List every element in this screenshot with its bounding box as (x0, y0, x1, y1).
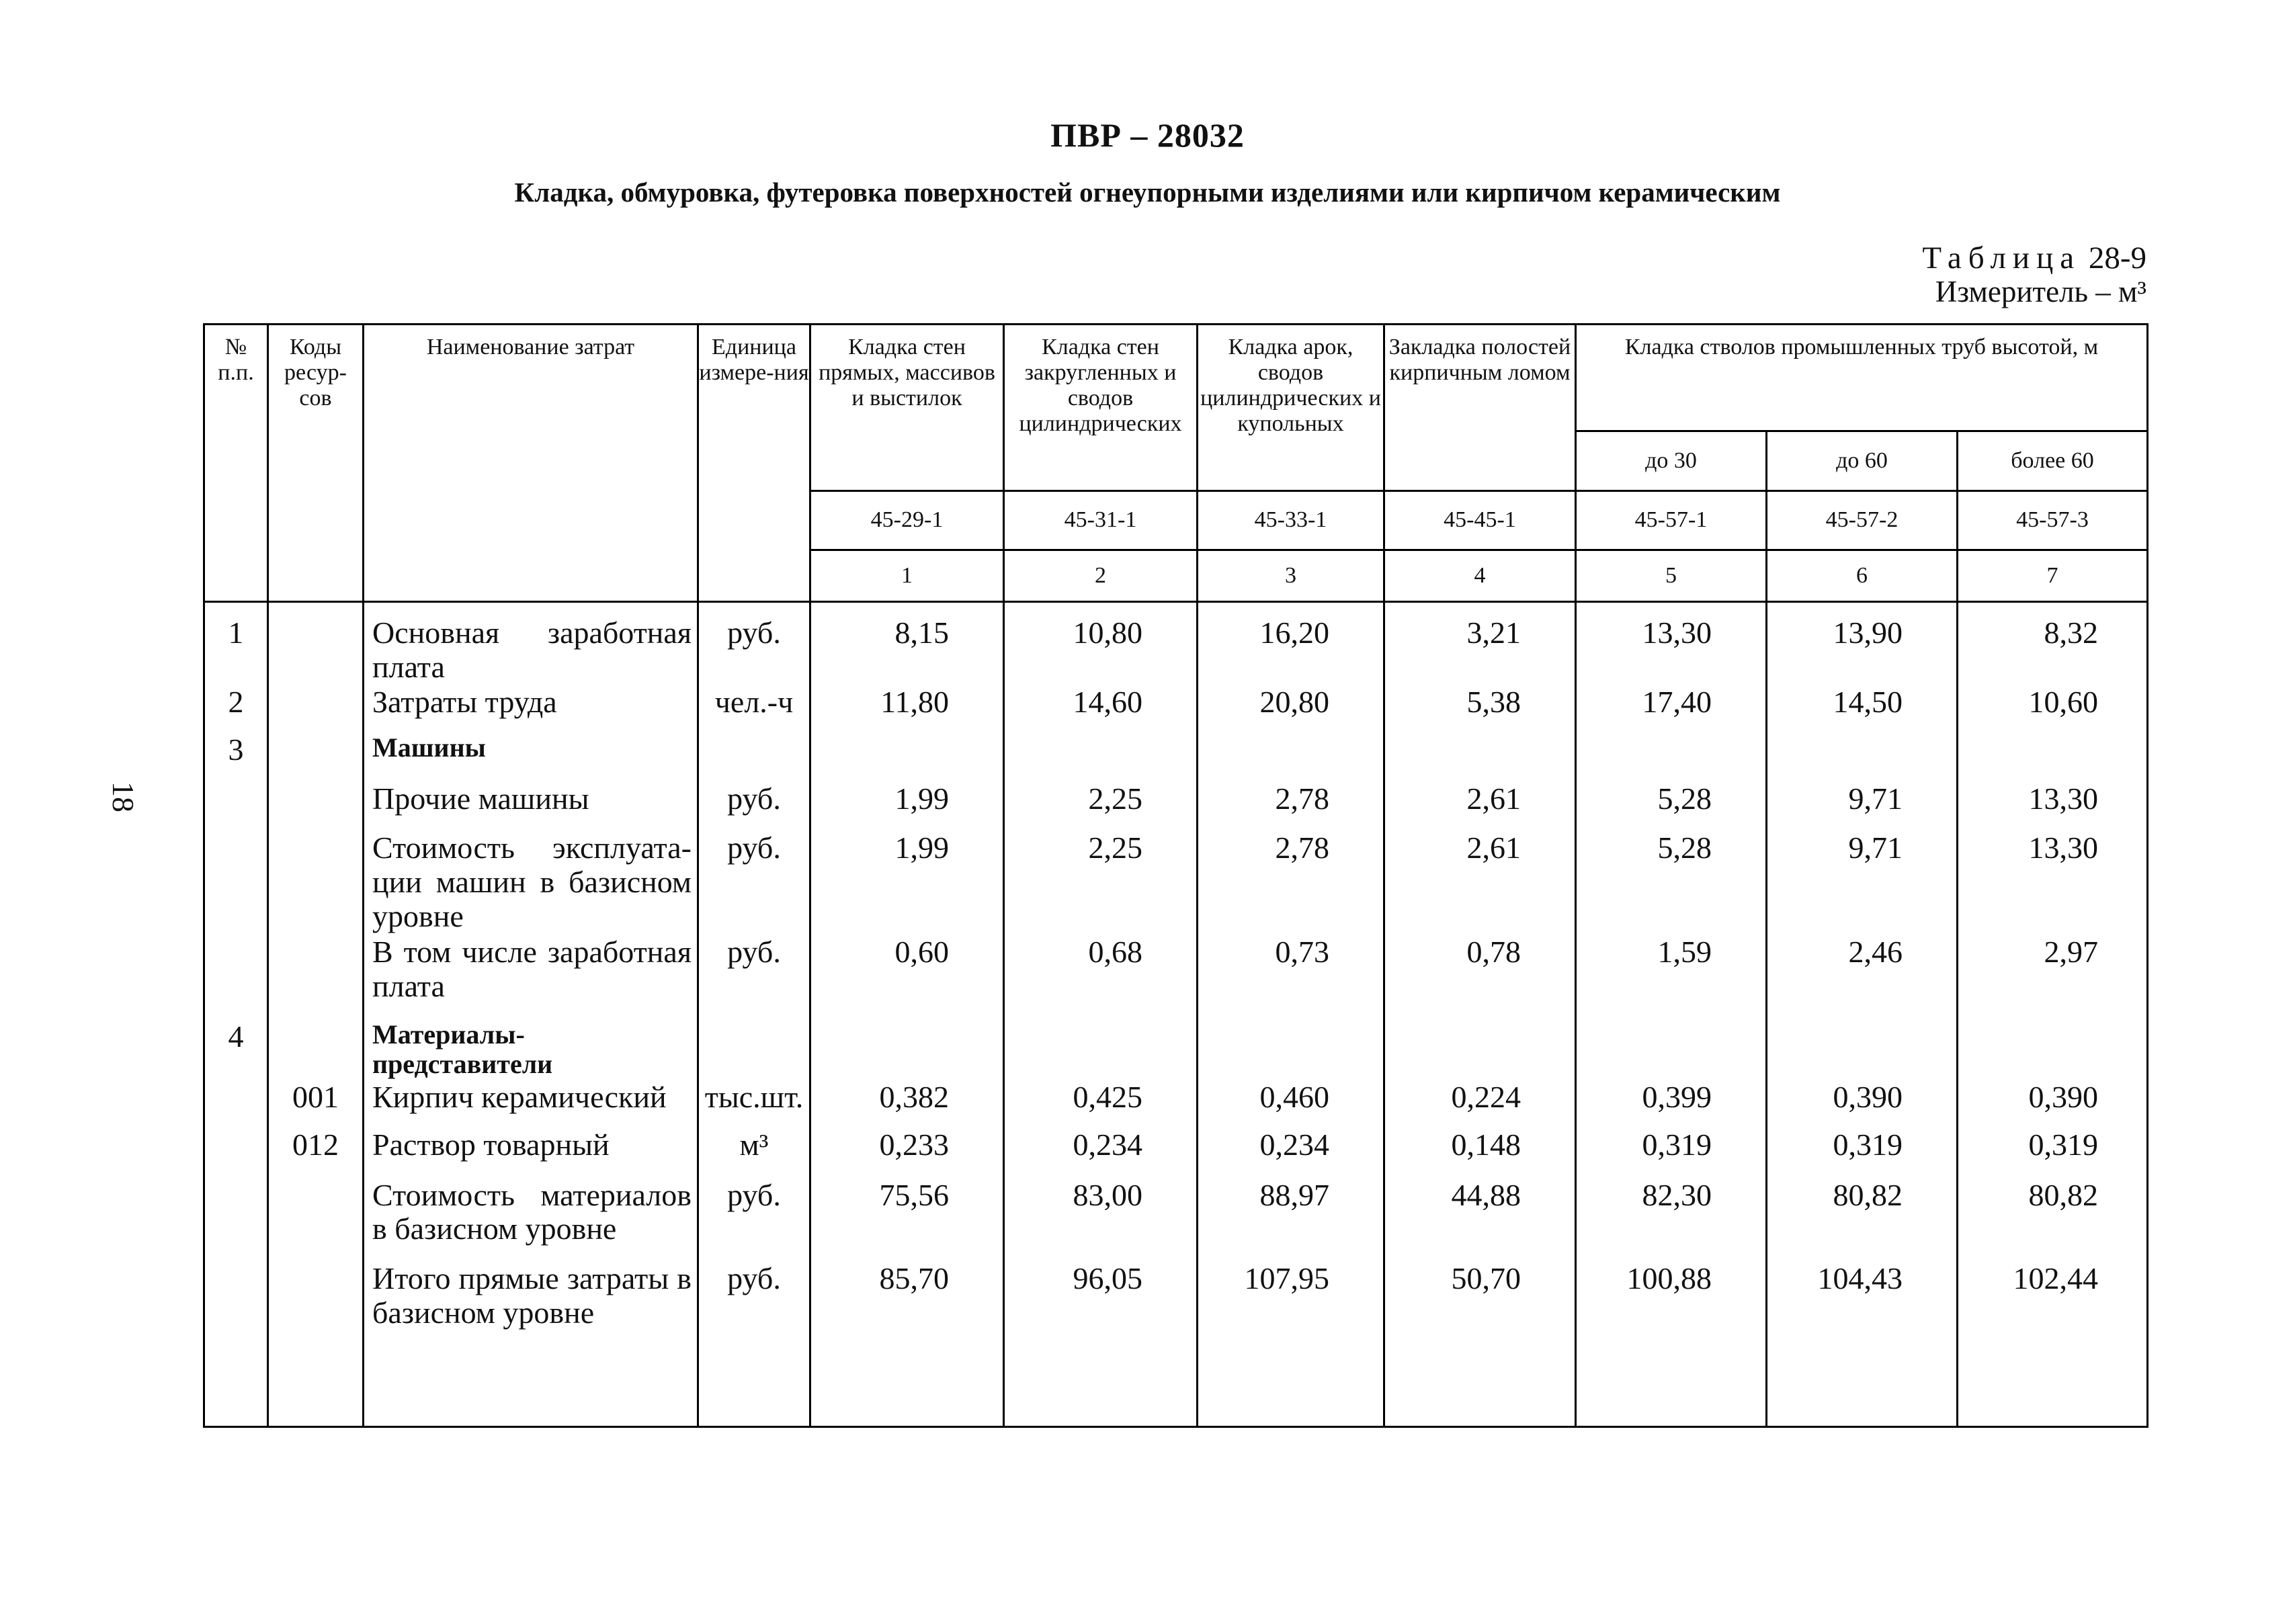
table-row (204, 782, 2148, 831)
value-col-1: 11,80 (810, 685, 1004, 732)
unit: руб. (698, 1179, 810, 1262)
value-col-5: 5,28 (1576, 831, 1767, 935)
cost-name: Итого прямые затраты в базисном уровне (364, 1262, 698, 1427)
value-col-1: 85,70 (810, 1262, 1004, 1427)
value-col-2 (1004, 733, 1198, 782)
resource-code (268, 1020, 364, 1080)
column-number-5: 5 (1576, 550, 1767, 602)
value-col-1: 0,233 (810, 1128, 1004, 1178)
cost-name: Раствор товарный (364, 1128, 698, 1178)
value-col-5: 100,88 (1576, 1262, 1767, 1427)
value-col-1: 0,60 (810, 935, 1004, 1020)
value-col-1 (810, 1020, 1004, 1080)
table-label-number: 28-9 (2088, 241, 2146, 275)
value-col-2: 14,60 (1004, 685, 1198, 732)
value-col-5: 1,59 (1576, 935, 1767, 1020)
row-number: 3 (204, 733, 268, 782)
value-col-2: 96,05 (1004, 1262, 1198, 1427)
table-row (204, 831, 2148, 935)
value-col-3: 2,78 (1198, 782, 1384, 831)
value-col-2: 83,00 (1004, 1179, 1198, 1262)
value-col-3: 88,97 (1198, 1179, 1384, 1262)
header-chimney-group: Кладка стволов промышленных труб высотой, м (1576, 325, 2148, 431)
value-col-1: 0,382 (810, 1080, 1004, 1128)
value-col-7 (1958, 1020, 2148, 1080)
value-col-6: 9,71 (1767, 831, 1958, 935)
row-number (204, 1128, 268, 1178)
value-col-7: 10,60 (1958, 685, 2148, 732)
value-col-2: 0,425 (1004, 1080, 1198, 1128)
value-col-7: 2,97 (1958, 935, 2148, 1020)
header-name: Наименование затрат (364, 325, 698, 602)
norm-code-3: 45-33-1 (1198, 491, 1384, 550)
value-col-4: 50,70 (1384, 1262, 1576, 1427)
resource-code (268, 1262, 364, 1427)
cost-name: Основная заработная плата (364, 602, 698, 686)
table-row (204, 1128, 2148, 1178)
resource-code (268, 831, 364, 935)
value-col-3: 0,460 (1198, 1080, 1384, 1128)
norm-code-5: 45-57-1 (1576, 491, 1767, 550)
table-row (204, 1020, 2148, 1080)
norm-code-4: 45-45-1 (1384, 491, 1576, 550)
value-col-3 (1198, 1020, 1384, 1080)
value-col-4: 2,61 (1384, 782, 1576, 831)
table-row (204, 602, 2148, 686)
value-col-1: 1,99 (810, 831, 1004, 935)
column-number-1: 1 (810, 550, 1004, 602)
unit: руб. (698, 935, 810, 1020)
column-number-6: 6 (1767, 550, 1958, 602)
resource-code (268, 685, 364, 732)
value-col-7: 102,44 (1958, 1262, 2148, 1427)
value-col-7: 80,82 (1958, 1179, 2148, 1262)
table-row (204, 1080, 2148, 1128)
value-col-4: 2,61 (1384, 831, 1576, 935)
resource-code (268, 733, 364, 782)
unit: руб. (698, 831, 810, 935)
column-number-4: 4 (1384, 550, 1576, 602)
cost-name: Затраты труда (364, 685, 698, 732)
value-col-7: 0,390 (1958, 1080, 2148, 1128)
value-col-3 (1198, 733, 1384, 782)
value-col-1 (810, 733, 1004, 782)
header-col-4: Закладка полостей кирпичным ломом (1384, 325, 1576, 491)
row-number: 2 (204, 685, 268, 732)
document-title: Кладка, обмуровка, футеровка поверхностей огнеупорными изделиями или кирпичом керамическим (514, 177, 1781, 208)
value-col-5 (1576, 1020, 1767, 1080)
value-col-1: 75,56 (810, 1179, 1004, 1262)
cost-table (203, 323, 2148, 1428)
unit: тыс.шт. (698, 1080, 810, 1128)
value-col-3: 0,73 (1198, 935, 1384, 1020)
table-row (204, 685, 2148, 732)
value-col-5: 5,28 (1576, 782, 1767, 831)
unit: руб. (698, 602, 810, 686)
value-col-7 (1958, 733, 2148, 782)
value-col-5: 13,30 (1576, 602, 1767, 686)
value-col-3: 2,78 (1198, 831, 1384, 935)
value-col-7: 13,30 (1958, 831, 2148, 935)
document-code: ПВР – 28032 (1050, 116, 1245, 154)
value-col-3: 16,20 (1198, 602, 1384, 686)
value-col-6: 104,43 (1767, 1262, 1958, 1427)
header-col-1: Кладка стен прямых, массивов и выстилок (810, 325, 1004, 491)
header-codes: Коды ресур-сов (268, 325, 364, 602)
table-row (204, 935, 2148, 1020)
value-col-3: 107,95 (1198, 1262, 1384, 1427)
value-col-7: 8,32 (1958, 602, 2148, 686)
value-col-3: 20,80 (1198, 685, 1384, 732)
value-col-5: 0,319 (1576, 1128, 1767, 1178)
measure-unit-label: Измеритель – м³ (1935, 275, 2146, 308)
resource-code (268, 782, 364, 831)
value-col-6: 0,390 (1767, 1080, 1958, 1128)
header-unit: Единица измере-ния (698, 325, 810, 602)
value-col-2: 0,68 (1004, 935, 1198, 1020)
value-col-2: 10,80 (1004, 602, 1198, 686)
column-number-7: 7 (1958, 550, 2148, 602)
norm-code-2: 45-31-1 (1004, 491, 1198, 550)
value-col-4: 44,88 (1384, 1179, 1576, 1262)
table-row (204, 1179, 2148, 1262)
cost-name: В том числе заработная плата (364, 935, 698, 1020)
value-col-3: 0,234 (1198, 1128, 1384, 1178)
value-col-4: 0,78 (1384, 935, 1576, 1020)
header-num: № п.п. (204, 325, 268, 602)
column-number-2: 2 (1004, 550, 1198, 602)
value-col-4 (1384, 1020, 1576, 1080)
value-col-6: 80,82 (1767, 1179, 1958, 1262)
value-col-7: 13,30 (1958, 782, 2148, 831)
page-number: 18 (106, 781, 140, 812)
unit (698, 733, 810, 782)
resource-code (268, 602, 364, 686)
header-col-5: до 30 (1576, 431, 1767, 491)
table-label-word: Таблица (1922, 241, 2081, 275)
unit: руб. (698, 1262, 810, 1427)
norm-code-6: 45-57-2 (1767, 491, 1958, 550)
value-col-4: 0,148 (1384, 1128, 1576, 1178)
value-col-4: 3,21 (1384, 602, 1576, 686)
value-col-5: 0,399 (1576, 1080, 1767, 1128)
value-col-6 (1767, 733, 1958, 782)
cost-name: Машины (364, 733, 698, 782)
row-number (204, 935, 268, 1020)
unit: м³ (698, 1128, 810, 1178)
value-col-2: 0,234 (1004, 1128, 1198, 1178)
value-col-5: 17,40 (1576, 685, 1767, 732)
resource-code (268, 935, 364, 1020)
header-col-7: более 60 (1958, 431, 2148, 491)
cost-name: Прочие машины (364, 782, 698, 831)
value-col-5: 82,30 (1576, 1179, 1767, 1262)
row-number (204, 782, 268, 831)
header-col-6: до 60 (1767, 431, 1958, 491)
cost-name: Стоимость эксплуата-ции машин в базисном уровне (364, 831, 698, 935)
table-label (1922, 240, 2146, 276)
cost-name: Стоимость материалов в базисном уровне (364, 1179, 698, 1262)
norm-code-1: 45-29-1 (810, 491, 1004, 550)
value-col-4: 5,38 (1384, 685, 1576, 732)
resource-code: 001 (268, 1080, 364, 1128)
value-col-6: 13,90 (1767, 602, 1958, 686)
row-number: 4 (204, 1020, 268, 1080)
unit: руб. (698, 782, 810, 831)
value-col-6: 0,319 (1767, 1128, 1958, 1178)
value-col-1: 8,15 (810, 602, 1004, 686)
value-col-4 (1384, 733, 1576, 782)
value-col-7: 0,319 (1958, 1128, 2148, 1178)
unit (698, 1020, 810, 1080)
value-col-2 (1004, 1020, 1198, 1080)
column-number-3: 3 (1198, 550, 1384, 602)
resource-code (268, 1179, 364, 1262)
cost-name: Кирпич керамический (364, 1080, 698, 1128)
row-number (204, 1179, 268, 1262)
value-col-6 (1767, 1020, 1958, 1080)
table-row (204, 733, 2148, 782)
cost-name: Материалы-представители (364, 1020, 698, 1080)
unit: чел.-ч (698, 685, 810, 732)
value-col-6: 14,50 (1767, 685, 1958, 732)
resource-code: 012 (268, 1128, 364, 1178)
value-col-5 (1576, 733, 1767, 782)
row-number (204, 1080, 268, 1128)
norm-code-7: 45-57-3 (1958, 491, 2148, 550)
row-number (204, 1262, 268, 1427)
value-col-6: 2,46 (1767, 935, 1958, 1020)
table-row (204, 1262, 2148, 1427)
value-col-4: 0,224 (1384, 1080, 1576, 1128)
row-number (204, 831, 268, 935)
value-col-2: 2,25 (1004, 782, 1198, 831)
header-col-2: Кладка стен закругленных и сводов цилиндрических (1004, 325, 1198, 491)
value-col-1: 1,99 (810, 782, 1004, 831)
value-col-2: 2,25 (1004, 831, 1198, 935)
header-col-3: Кладка арок, сводов цилиндрических и купольных (1198, 325, 1384, 491)
value-col-6: 9,71 (1767, 782, 1958, 831)
row-number: 1 (204, 602, 268, 686)
